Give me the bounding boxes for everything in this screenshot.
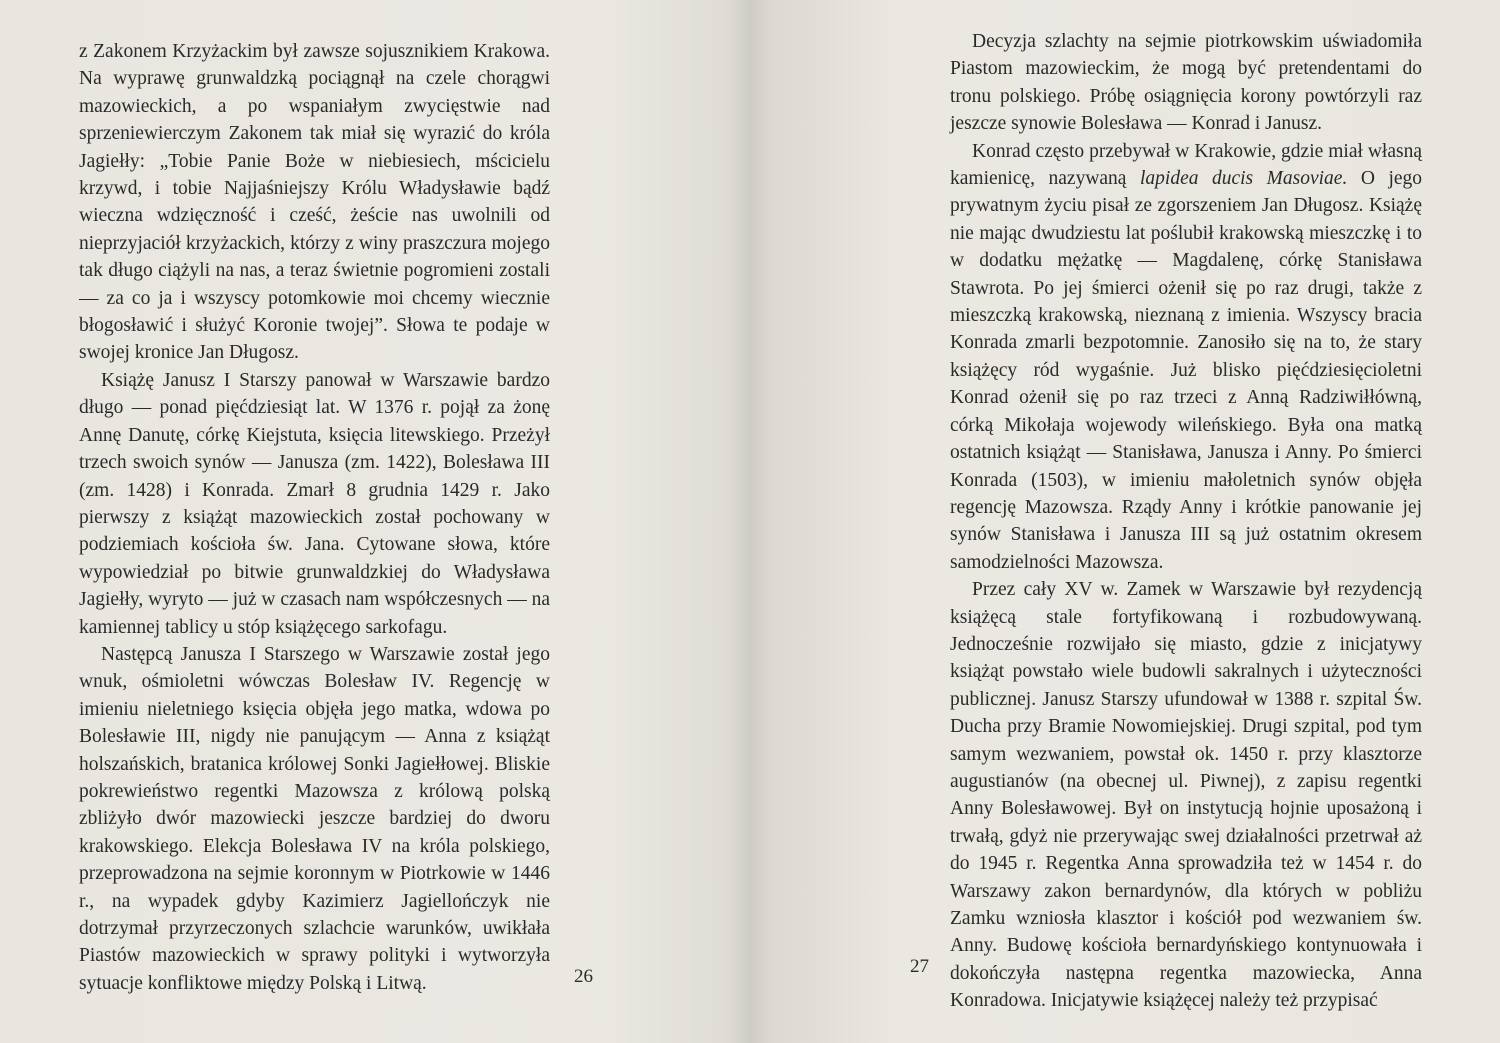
paragraph [950, 138, 1422, 577]
italic-phrase: lapidea ducis Masoviae. [1139, 168, 1348, 190]
right-page-text [950, 28, 1422, 1015]
paragraph: Następcą Janusza I Starszego w Warszawie został jego wnuk, ośmioletni wówczas Bolesław IV. Regencję w imieniu nieletniego księcia objęła jego matka, wdowa po Bolesławie III, nigdy nie panującym — Anna z książąt holszańskich, bratanica królowej Sonki Jagiełłowej. Bliskie pokrewieństwo regentki Mazowsza z królową polską zbliżyło dwór mazowiecki jeszcze bardziej do dworu krakowskiego. Elekcja Bolesława IV na króla polskiego, przeprowadzona na sejmie koronnym w Piotrkowie w 1446 r., na wypadek gdyby Kazimierz Jagiellończyk nie dotrzymał przyrzeczonych szlachcie warunków, uwikłała Piastów mazowieckich w sprawy polityki i wytworzyła sytuacje konfliktowe między Polską i Litwą. [79, 643, 550, 994]
paragraph: Książę Janusz I Starszy panował w Warszawie bardzo długo — ponad pięćdziesiąt lat. W 1376 r. pojął za żonę Annę Danutę, córkę Kiejstuta, księcia litewskiego. Przeżył trzech swoich synów — Janusza (zm. 1422), Bolesława III (zm. 1428) i Konrada. Zmarł 8 grudnia 1429 r. Jako pierwszy z książąt mazowieckich został pochowany w podziemiach kościoła św. Jana. Cytowane słowa, które wypowiedział po bitwie grunwaldzkiej do Władysława Jagiełły, wyryto — już w czasach nam współczesnych — na kamiennej tablicy u stóp książęcego sarkofagu. [79, 369, 550, 638]
left-page-text [79, 38, 550, 997]
paragraph-text: Konrad często przebywał w Krakowie, gdzie miał własną kamienicę, nazywaną [950, 140, 1422, 190]
page-number: 26 [574, 966, 593, 987]
page-number: 27 [910, 956, 929, 977]
paragraph-text: O jego prywatnym życiu pisał ze zgorszeniem Jan Długosz. Książę nie mając dwudziestu lat poślubił krakowską mieszczkę i to w dodatku mężatkę — Magdalenę, córkę Stanisława Stawrota. Po jej śmierci ożenił się po raz drugi, także z mieszczką krakowską, nieznaną z imienia. Wszyscy bracia Konrada zmarli bezpotomnie. Zanosiło się na to, że stary książęcy ród wygaśnie. Już blisko pięćdziesięcioletni Konrad ożenił się po raz trzeci z Anną Radziwiłłówną, córką Mikołaja wojewody wileńskiego. Była ona matką ostatnich książąt — Stanisława, Janusza i Anny. Po śmierci Konrada (1503), w imieniu małoletnich synów objęła regencję Mazowsza. Rządy Anny i krótkie panowanie jej synów Stanisława i Janusza III są już ostatnim okresem samodzielności Mazowsza. [950, 168, 1423, 573]
paragraph: z Zakonem Krzyżackim był zawsze sojusznikiem Krakowa. Na wyprawę grunwaldzką pociągnął na czele chorągwi mazowieckich, a po wspaniałym zwycięstwie nad sprzeniewierczym Zakonem tak miał się wyrazić do króla Jagiełły: „Tobie Panie Boże w niebiesiech, mścicielu krzywd, i tobie Najjaśniejszy Królu Władysławie bądź wieczna wdzięczność i cześć, żeście nas uwolnili od nieprzyjaciół krzyżackich, którzy z winy praszczura mojego tak długo ciążyli na nas, a teraz świetnie pogromieni zostali — za co ja i wszyscy potomkowie moi chcemy wiecznie błogosławić i służyć Koronie twojej”. Słowa te podaje w swojej kronice Jan Długosz. [79, 41, 550, 364]
paragraph: Decyzja szlachty na sejmie piotrkowskim uświadomiła Piastom mazowieckim, że mogą być pretendentami do tronu polskiego. Próbę osiągnięcia korony powtórzyli raz jeszcze synowie Bolesława — Konrad i Janusz. [950, 31, 1422, 135]
paragraph: Przez cały XV w. Zamek w Warszawie był rezydencją książęcą stale fortyfikowaną i rozbudowywaną. Jednocześnie rozwijało się miasto, gdzie z inicjatywy książąt powstało wiele budowli sakralnych i użyteczności publicznej. Janusz Starszy ufundował w 1388 r. szpital Św. Ducha przy Bramie Nowomiejskiej. Drugi szpital, pod tym samym wezwaniem, powstał ok. 1450 r. przy klasztorze augustianów (na obecnej ul. Piwnej), z zapisu regentki Anny Bolesławowej. Był on instytucją hojnie uposażoną i trwałą, gdyż nie przerywając swej działalności przetrwał aż do 1945 r. Regentka Anna sprowadziła też w 1454 r. do Warszawy zakon bernardynów, dla których w pobliżu Zamku wzniosła klasztor i kościół pod wezwaniem św. Anny. Budowę kościoła bernardyńskiego kontynuowała i dokończyła następna regentka mazowiecka, Anna Konradowa. Inicjatywie książęcej należy też przypisać [950, 579, 1422, 1012]
right-page [750, 0, 1500, 1043]
